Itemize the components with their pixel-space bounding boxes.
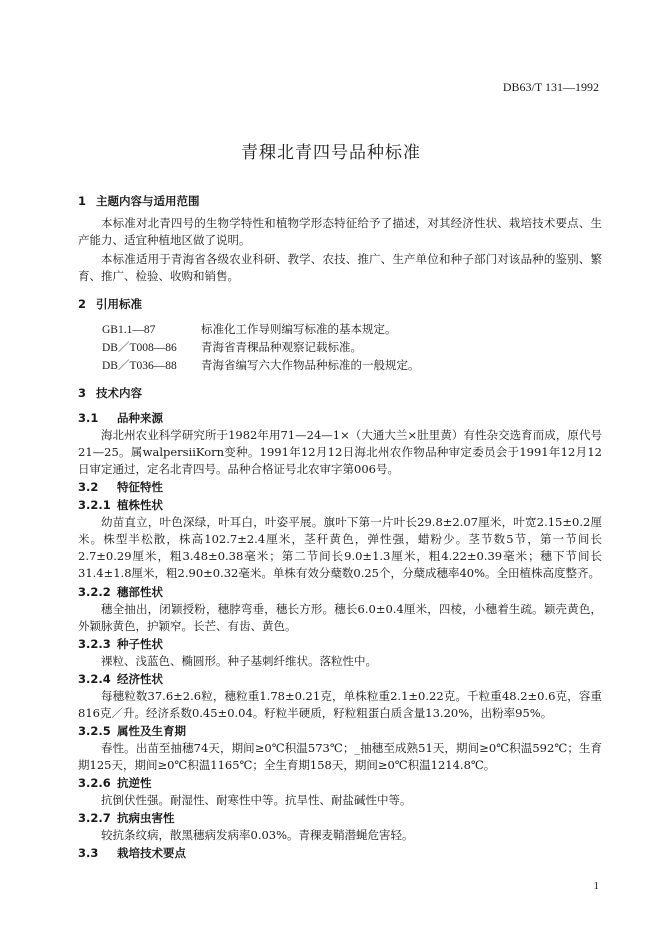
- section-title: 主题内容与适用范围: [96, 194, 200, 208]
- reference-code: DB／T036—88: [102, 360, 177, 372]
- reference-desc: 标准化工作导则编写标准的基本规定。: [201, 322, 397, 336]
- reference-code: DB／T008—86: [102, 342, 177, 354]
- subsection-number: 3.2: [78, 480, 99, 494]
- document-title: 青稞北青四号品种标准: [241, 143, 421, 163]
- section-heading-2: [78, 296, 142, 312]
- paragraph: 每穗粒数37.6±2.6粒，穗粒重1.78±0.21克，单株粒重2.1±0.22克。千粒重48.2±0.6克，容重816克／升。经济系数0.45±0.04。籽粒半硬质，籽粒粗蛋白质含量13.20%，出粉率95%。: [78, 689, 602, 720]
- subsection-title: 抗病虫害性: [117, 811, 175, 825]
- reference-desc: 青海省青稞品种观察记载标准。: [201, 340, 362, 354]
- subsection-title: 属性及生育期: [117, 724, 186, 738]
- subsection-title: 种子性状: [117, 637, 163, 651]
- subsection-heading-3-3: [78, 845, 186, 861]
- paragraph: 海北州农业科学研究所于1982年用71—24—1×（大通大兰×肚里黄）有性杂交选育而成，原代号21—25。属walpersiiKorn变种。1991年12月12日海北州农作物品种审定委员会于1991年12月12日审定通过，定名北青四号。品种合格证号北农审字第006号。: [78, 428, 602, 476]
- section-number: 1: [78, 194, 87, 208]
- paragraph: 本标准对北青四号的生物学特性和植物学形态特征给予了描述，对其经济性状、栽培技术要点、生产能力、适宜种植地区做了说明。: [78, 216, 602, 247]
- subsection-heading-3-2-5: [78, 723, 186, 739]
- paragraph: 幼苗直立，叶色深绿，叶耳白，叶姿平展。旗叶下第一片叶长29.8±2.07厘米，叶宽2.15±0.2厘米。株型半松散，株高102.7±2.4厘米，茎秆黄色，弹性强，蜡粉少。茎节数5节，第一节间长2.7±0.29厘米，粗3.48±0.38毫米；第二节间长9.0±1.3厘米，粗4.22±0.39毫米；穗下节间长31.4±1.8厘米，粗2.90±0.32毫米。单株有效分蘖数0.25个，分蘖成穗率40%。全田植株高度整齐。: [78, 515, 602, 580]
- subsection-number: 3.2.5: [78, 724, 111, 738]
- paragraph: 穗全抽出，闭颖授粉，穗脖弯垂，穗长方形。穗长6.0±0.4厘米，四棱，小穗着生疏。颖壳黄色，外颖脉黄色，护颖窄。长芒、有齿、黄色。: [78, 602, 602, 633]
- subsection-number: 3.3: [78, 846, 99, 860]
- reference-row: [102, 321, 397, 337]
- section-heading-1: [78, 193, 200, 209]
- subsection-title: 经济性状: [117, 672, 163, 686]
- subsection-number: 3.2.1: [78, 498, 111, 512]
- section-heading-3: [78, 385, 142, 401]
- subsection-title: 植株性状: [117, 498, 163, 512]
- subsection-number: 3.2.3: [78, 637, 111, 651]
- subsection-heading-3-2-7: [78, 810, 175, 826]
- subsection-title: 栽培技术要点: [117, 846, 186, 860]
- subsection-number: 3.2.4: [78, 672, 111, 686]
- section-title: 技术内容: [96, 386, 142, 400]
- paragraph: 裸粒、浅蓝色、椭圆形。种子基刺纤维状。落粒性中。: [101, 654, 377, 668]
- subsection-title: 穗部性状: [117, 585, 163, 599]
- paragraph: 抗倒伏性强。耐湿性、耐寒性中等。抗旱性、耐盐碱性中等。: [101, 793, 412, 807]
- reference-row: [102, 357, 420, 373]
- subsection-number: 3.1: [78, 411, 99, 425]
- subsection-heading-3-1: [78, 410, 163, 426]
- subsection-heading-3-2: [78, 479, 163, 495]
- subsection-title: 抗逆性: [117, 776, 152, 790]
- reference-code: GB1.1—87: [102, 324, 156, 336]
- paragraph: 较抗条纹病，散黑穗病发病率0.03%。青稞麦鞘潜蝇危害轻。: [101, 828, 414, 842]
- subsection-title: 特征特性: [117, 480, 163, 494]
- subsection-title: 品种来源: [117, 411, 163, 425]
- subsection-heading-3-2-3: [78, 636, 163, 652]
- paragraph: 春性。出苗至抽穗74天，期间≥0℃积温573℃；_抽穗至成熟51天，期间≥0℃积温592℃；生育期125天，期间≥0℃积温1165℃；全生育期158天，期间≥0℃积温1214.8℃。: [78, 741, 602, 772]
- section-number: 2: [78, 297, 87, 311]
- reference-row: [102, 339, 362, 355]
- subsection-number: 3.2.2: [78, 585, 111, 599]
- subsection-heading-3-2-4: [78, 671, 163, 687]
- reference-desc: 青海省编写六大作物品种标准的一般规定。: [201, 358, 420, 372]
- subsection-heading-3-2-2: [78, 584, 163, 600]
- section-number: 3: [78, 386, 87, 400]
- subsection-heading-3-2-1: [78, 497, 163, 513]
- subsection-number: 3.2.6: [78, 776, 111, 790]
- subsection-heading-3-2-6: [78, 775, 152, 791]
- standard-code: DB63/T 131—1992: [502, 80, 599, 94]
- section-title: 引用标准: [96, 297, 142, 311]
- subsection-number: 3.2.7: [78, 811, 111, 825]
- page-number: 1: [593, 880, 599, 892]
- paragraph: 本标准适用于青海省各级农业科研、教学、农技、推广、生产单位和种子部门对该品种的鉴别、繁育、推广、检验、收购和销售。: [78, 252, 602, 283]
